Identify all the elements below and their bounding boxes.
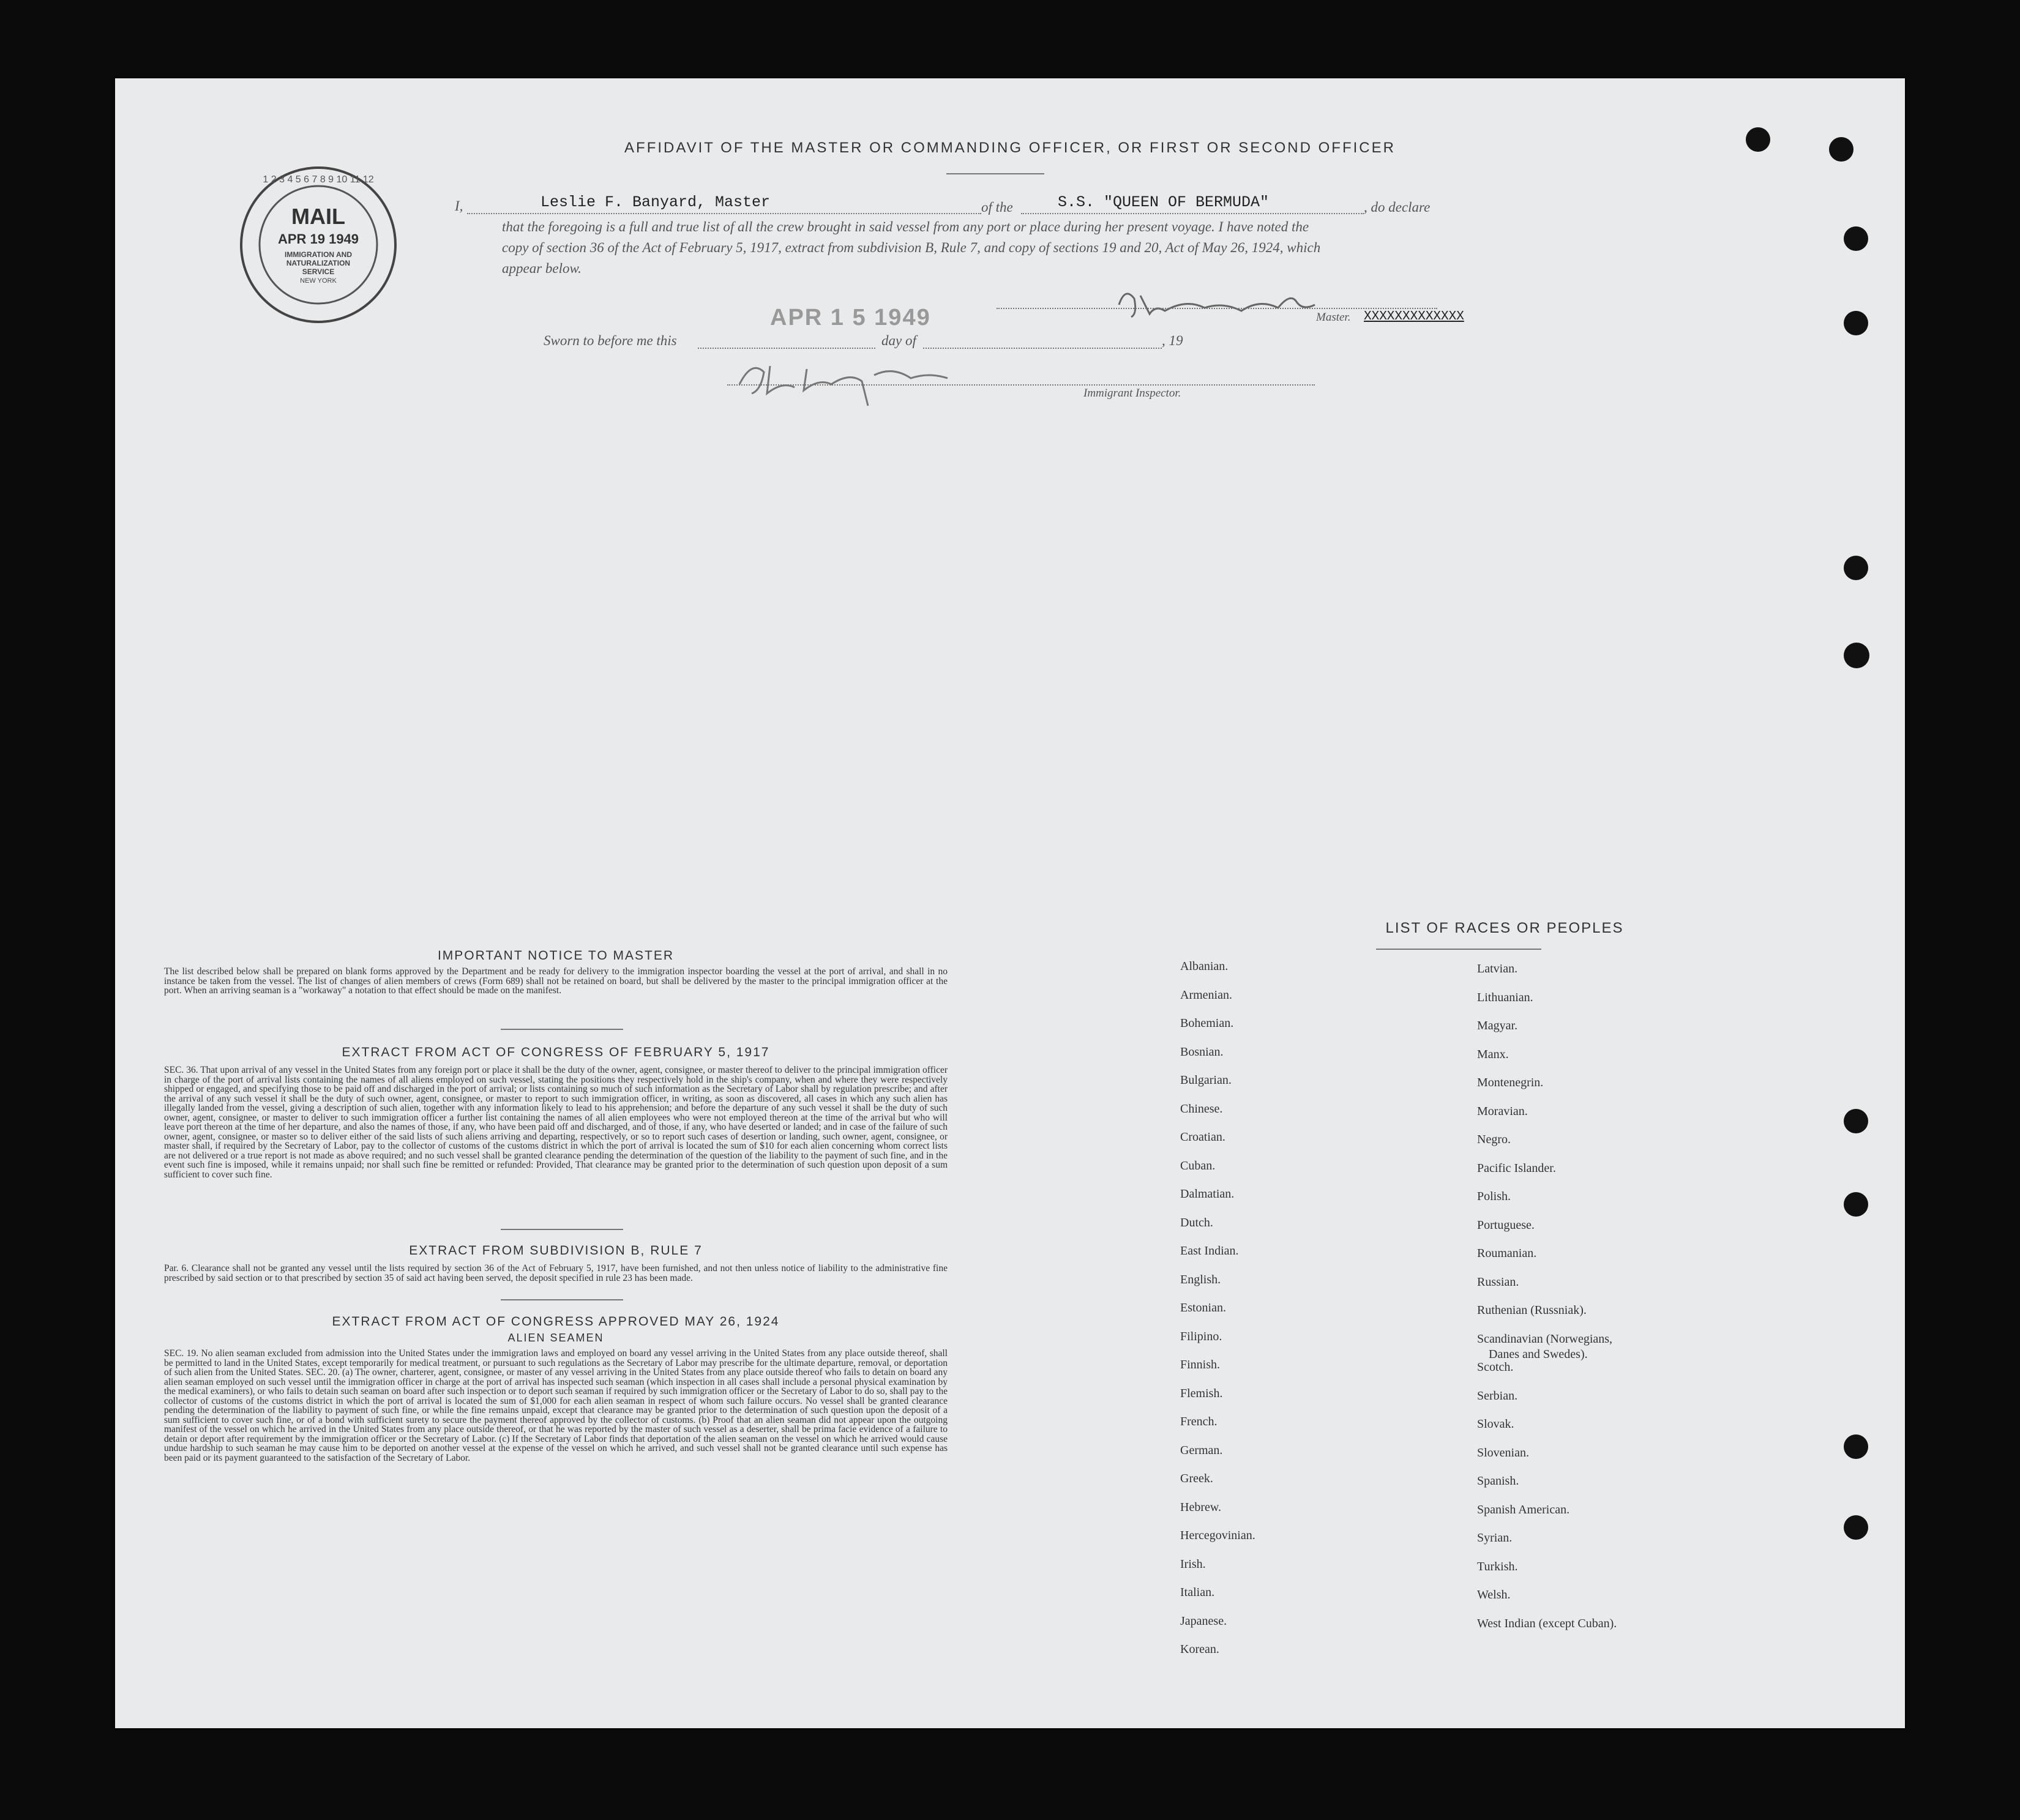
race-item: Korean. xyxy=(1180,1643,1219,1656)
punch-hole xyxy=(1844,1192,1868,1217)
punch-hole xyxy=(1844,1434,1868,1459)
race-item: Welsh. xyxy=(1477,1588,1511,1602)
extract2-heading: EXTRACT FROM SUBDIVISION B, RULE 7 xyxy=(409,1244,703,1258)
sworn-label: Sworn to before me this xyxy=(544,333,677,348)
extract3-heading: EXTRACT FROM ACT OF CONGRESS APPROVED MAY 26, 1924 xyxy=(332,1315,780,1329)
race-item: Dutch. xyxy=(1180,1215,1213,1229)
race-item: Spanish American. xyxy=(1477,1502,1570,1516)
extract3-text: SEC. 19. No alien seaman excluded from admission into the United States under the immigration laws and employed on board any vessel arriving in the United States from any place outside thereof, shall be permitted to land in the United States, except temporarily for medical treatment, or pursuant to such regulations as the Secretary of Labor may prescribe for the ultimate departure, removal, or deportation of such alien from the United States. SEC. 20. (a) The owner, charterer, agent, consignee, or master of any vessel arriving in the United States from any place outside thereof who fails to detain on board any alien seaman employed on such vessel until the immigration officer in charge at the port of arrival has inspected such seaman (which inspection in all cases shall include a personal physical examination by the medical examiners), or who fails to detain such seaman on board after such inspection or to deport such seaman if required by such immigration officer or the Secretary of Labor to do so, shall pay to the collector of customs of the customs district in which the port of arrival is located the sum of $1,000 for each alien seaman in respect of whom such failure occurs. No vessel shall be granted clearance pending the determination of the liability to payment of such fine, or while the fine remains unpaid, except that clearance may be granted prior to the determination of such question upon the deposit of a sum sufficient to cover such fine, or of a bond with sufficient surety to secure the payment thereof approved by the collector of customs. (b) Proof that an alien seaman did not appear upon the outgoing manifest of the vessel on which he arrived in the United States from any place outside thereof, or that he was reported by the master of such vessel as a deserter, shall be prima facie evidence of a failure to detain or deport after requirement by the immigration officer or the Secretary of Labor. (c) If the Secretary of Labor finds that deportation of the alien seaman on the vessel on which he arrived would cause undue hardship to such seaman he may cause him to be deported on another vessel at the expense of the vessel on which he arrived, and such vessel shall not be granted clearance until such expense has been paid or its payment guaranteed to the satisfaction of the Secretary of Labor. xyxy=(164,1348,948,1463)
race-scandinavian-continued: Danes and Swedes). xyxy=(1489,1348,1588,1361)
affidavit-do-declare: , do declare xyxy=(1364,200,1431,215)
race-item: Scotch. xyxy=(1477,1360,1514,1374)
extract1-heading: EXTRACT FROM ACT OF CONGRESS OF FEBRUARY 5, 1917 xyxy=(342,1045,770,1059)
stamp-ring-numbers: 1 2 3 4 5 6 7 8 9 10 11 12 xyxy=(263,174,374,185)
race-item: Latvian. xyxy=(1477,962,1518,975)
inspector-signature-line xyxy=(727,384,1315,386)
punch-hole xyxy=(1746,127,1770,152)
race-item: Scandinavian (Norwegians, xyxy=(1477,1332,1613,1346)
master-signature-line xyxy=(997,308,1437,309)
punch-hole xyxy=(1844,556,1868,580)
extract2-divider xyxy=(501,1299,623,1300)
punch-hole xyxy=(1844,1109,1868,1133)
race-item: Serbian. xyxy=(1477,1389,1518,1403)
race-item: Italian. xyxy=(1180,1586,1215,1599)
notice-text: The list described below shall be prepared on blank forms approved by the Department and be ready for delivery to the immigration inspector boarding the vessel at the port of arrival, and shall in no instance be taken from the vessel. The list of changes of alien members of crews (Form 689) shall not be retained on board, but shall be delivered by the master to the principal immigration officer at the port. When an arriving seaman is a "workaway" a notation to that effect should be made on the manifest. xyxy=(164,966,948,996)
affidavit-title: AFFIDAVIT OF THE MASTER OR COMMANDING OFFICER, OR FIRST OR SECOND OFFICER xyxy=(624,140,1396,156)
race-item: Slovak. xyxy=(1477,1417,1514,1431)
race-item: Bohemian. xyxy=(1180,1016,1234,1030)
master-name: Leslie F. Banyard, Master xyxy=(541,193,771,211)
stamp-line2: NATURALIZATION xyxy=(286,259,351,267)
race-item: Slovenian. xyxy=(1477,1445,1529,1460)
races-heading: LIST OF RACES OR PEOPLES xyxy=(1385,920,1624,936)
race-item: Manx. xyxy=(1477,1047,1509,1061)
race-item: Armenian. xyxy=(1180,988,1232,1002)
race-item: Negro. xyxy=(1477,1133,1511,1146)
affidavit-i: I, xyxy=(455,198,463,214)
day-of-label: day of xyxy=(881,333,916,348)
notice-divider xyxy=(501,1029,623,1030)
year-label: , 19 xyxy=(1162,333,1183,348)
race-item: Spanish. xyxy=(1477,1474,1519,1488)
race-item: German. xyxy=(1180,1443,1223,1457)
race-item: Dalmatian. xyxy=(1180,1187,1235,1201)
race-item: Polish. xyxy=(1477,1190,1511,1203)
title-divider xyxy=(946,173,1044,174)
race-item: Montenegrin. xyxy=(1477,1076,1544,1089)
race-item: French. xyxy=(1180,1415,1218,1428)
stamp-date-text: APR 19 1949 xyxy=(277,231,359,247)
races-divider xyxy=(1376,949,1541,950)
master-signature xyxy=(1107,280,1352,329)
master-xed-out: XXXXXXXXXXXXX xyxy=(1364,310,1464,324)
race-item: English. xyxy=(1180,1272,1221,1286)
punch-hole xyxy=(1844,1515,1868,1540)
punch-hole xyxy=(1844,311,1868,335)
race-item: Estonian. xyxy=(1180,1301,1226,1315)
race-item: Magyar. xyxy=(1477,1019,1518,1032)
mail-received-stamp xyxy=(238,164,399,326)
vessel-line xyxy=(1021,213,1364,214)
race-item: Turkish. xyxy=(1477,1559,1518,1573)
race-item: Cuban. xyxy=(1180,1158,1216,1173)
inspector-signature xyxy=(727,348,1009,415)
document-sheet xyxy=(115,78,1905,1728)
race-item: Bosnian. xyxy=(1180,1045,1224,1059)
extract1-text: SEC. 36. That upon arrival of any vessel in the United States from any foreign port or place it shall be the duty of the owner, agent, consignee, or master thereof to deliver to the principal immigration officer in charge of the port of arrival lists containing the names of all aliens employed on such vessel, stating the positions they respectively hold in the ship's company, when and where they were respectively shipped or engaged, and specifying those to be paid off and discharged in the port of arrival; or lists containing so much of such information as the Secretary of Labor shall by regulation prescribe; and after the arrival of any such vessel it shall be the duty of such owner, agent, consignee, or master to report to such immigration officer, in writing, as soon as discovered, all cases in which any such alien has illegally landed from the vessel, giving a description of such alien, together with any information likely to lead to his apprehension; and before the departure of any such vessel it shall be the duty of such owner, agent, consignee, or master to deliver to such immigration officer a further list containing the names of all alien employees who were not employed thereon at the time of the arrival but who will leave port thereon at the time of her departure, and also the names of those, if any, who have been paid off and discharged, and of those, if any, who have deserted or landed; and in case of the failure of such owner, agent, consignee, or master so to deliver either of the said lists of such aliens arriving and departing, respectively, or so to report such cases of desertion or landing, such owner, agent, consignee, or master shall, if required by the Secretary of Labor, pay to the collector of customs of the customs district in which the port of arrival is located the sum of $10 for each alien concerning whom correct lists are not delivered or a true report is not made as above required; and no such vessel shall be granted clearance pending the determination of the question of the liability to the payment of such fine, and in the event such fine is imposed, while it remains unpaid; nor shall such fine be remitted or refunded: Provided, That clearance may be granted prior to the determination of such question upon deposit of a sum sufficient to cover such fine. xyxy=(164,1065,948,1180)
extract1-divider xyxy=(501,1229,623,1230)
race-item: Portuguese. xyxy=(1477,1218,1535,1232)
race-item: Greek. xyxy=(1180,1472,1213,1485)
stamp-line3: SERVICE xyxy=(302,267,335,276)
affidavit-of-the: of the xyxy=(981,200,1013,215)
race-item: Croatian. xyxy=(1180,1130,1225,1144)
name-line xyxy=(467,213,981,214)
race-item: Pacific Islander. xyxy=(1477,1161,1556,1175)
race-item: West Indian (except Cuban). xyxy=(1477,1616,1617,1630)
stamp-mail-text: MAIL xyxy=(291,204,345,229)
race-item: Finnish. xyxy=(1180,1358,1221,1371)
race-item: Albanian. xyxy=(1180,960,1229,973)
race-item: Irish. xyxy=(1180,1557,1206,1571)
vessel-name: S.S. "QUEEN OF BERMUDA" xyxy=(1058,193,1270,211)
punch-hole xyxy=(1844,226,1868,251)
inspector-label: Immigrant Inspector. xyxy=(1083,387,1181,400)
race-item: Japanese. xyxy=(1180,1614,1227,1628)
race-item: Hercegovinian. xyxy=(1180,1529,1255,1542)
race-item: Filipino. xyxy=(1180,1329,1222,1343)
extract2-text: Par. 6. Clearance shall not be granted any vessel until the lists required by section 36 of the Act of February 5, 1917, have been furnished, and not then unless notice of liability to the administrative fine prescribed by said section or to that prescribed by section 35 of said act having been served, the deposit specified in rule 23 has been made. xyxy=(164,1263,948,1283)
race-item: Russian. xyxy=(1477,1275,1519,1289)
affidavit-line4: appear below. xyxy=(502,261,582,276)
race-item: Syrian. xyxy=(1477,1531,1513,1545)
sworn-date-stamp: APR 1 5 1949 xyxy=(770,305,931,330)
race-item: Bulgarian. xyxy=(1180,1073,1232,1087)
notice-heading: IMPORTANT NOTICE TO MASTER xyxy=(437,949,675,963)
master-label: Master. xyxy=(1316,311,1351,324)
race-item: Hebrew. xyxy=(1180,1500,1222,1514)
stamp-line1: IMMIGRATION AND xyxy=(285,250,352,259)
punch-hole xyxy=(1844,643,1869,668)
affidavit-line3: copy of section 36 of the Act of February 5, 1917, extract from subdivision B, Rule 7, and copy of sections 19 and 20, Act of May 26, 1924, which xyxy=(502,240,1321,255)
extract3-subheading: ALIEN SEAMEN xyxy=(507,1332,604,1344)
race-item: Lithuanian. xyxy=(1477,990,1533,1004)
race-item: Ruthenian (Russniak). xyxy=(1477,1303,1587,1317)
stamp-line4: NEW YORK xyxy=(300,277,337,285)
race-item: East Indian. xyxy=(1180,1244,1239,1258)
affidavit-line2: that the foregoing is a full and true list of all the crew brought in said vessel from any port or place during her present voyage. I have noted the xyxy=(502,219,1309,234)
race-item: Flemish. xyxy=(1180,1386,1223,1400)
race-item: Chinese. xyxy=(1180,1102,1223,1116)
race-item: Moravian. xyxy=(1477,1104,1528,1118)
punch-hole xyxy=(1829,137,1854,162)
race-item: Roumanian. xyxy=(1477,1247,1537,1260)
